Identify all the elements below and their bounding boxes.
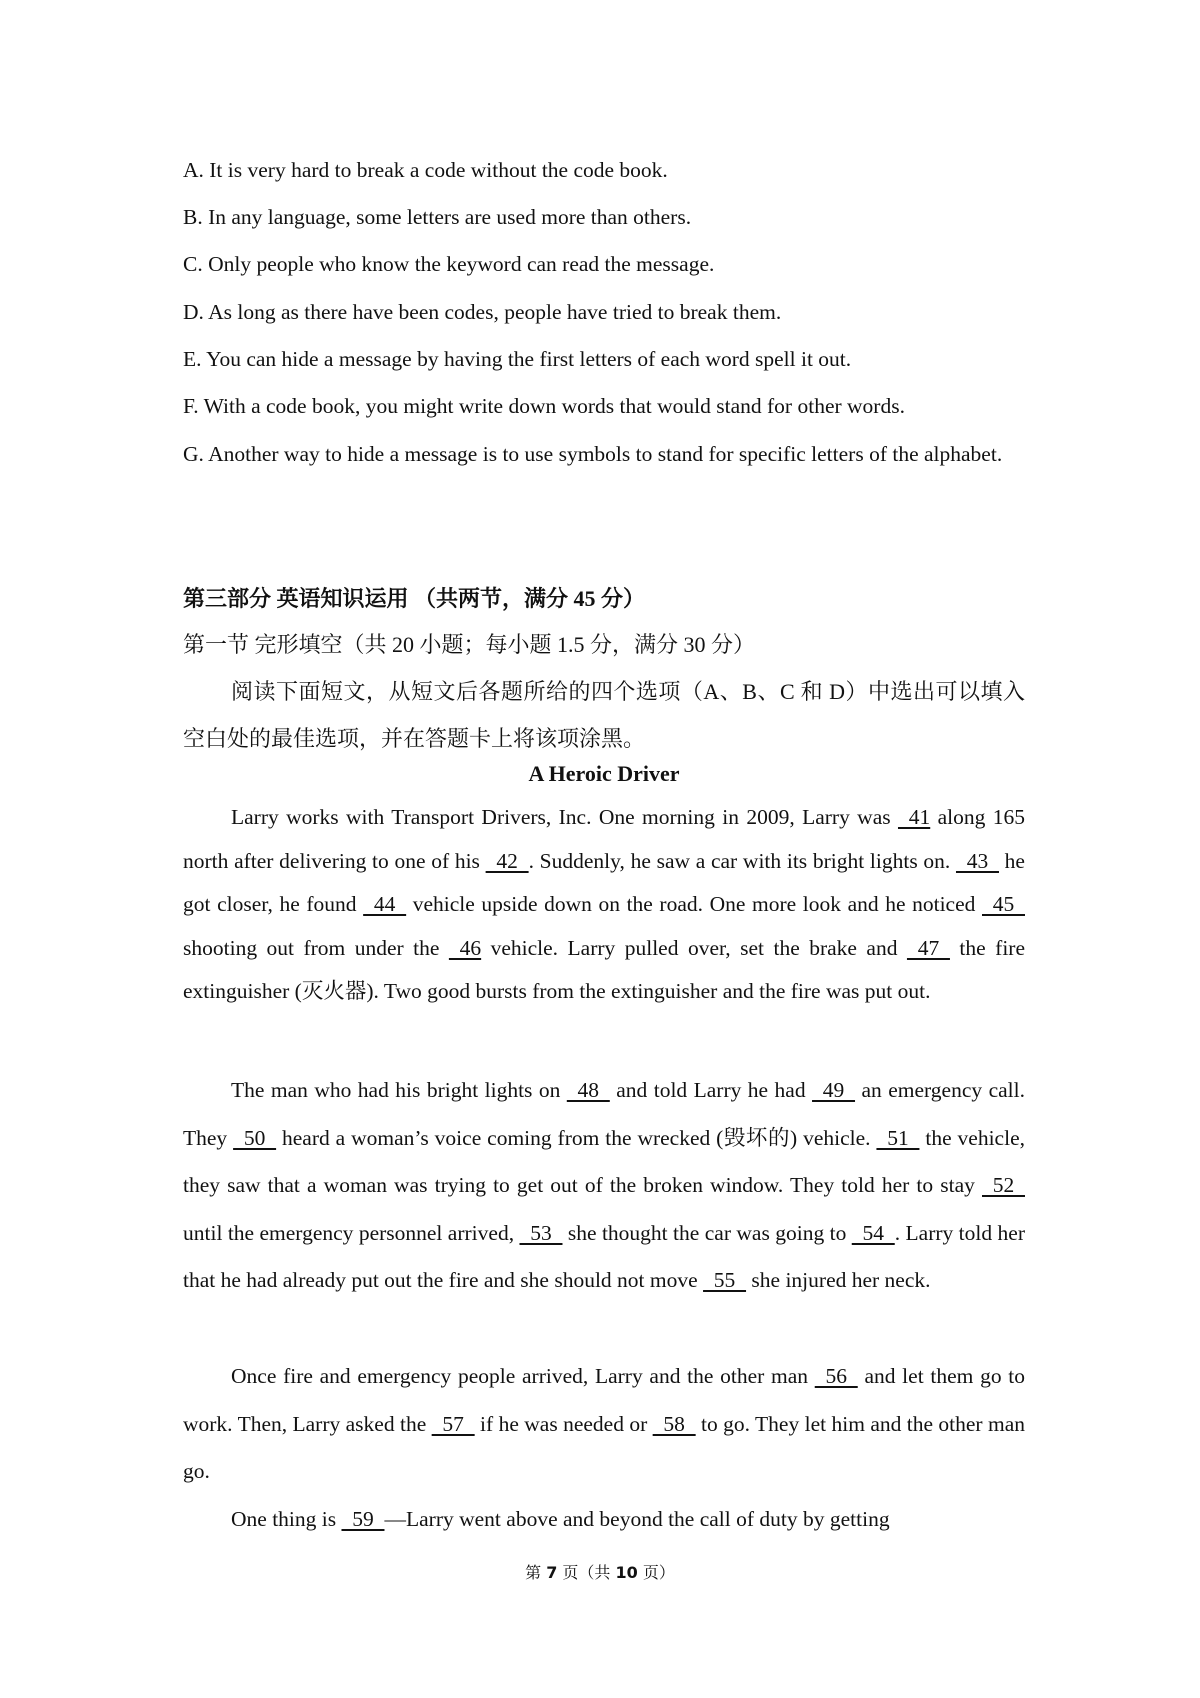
footer-text: 页） <box>637 1563 675 1582</box>
text: Once fire and emergency people arrived, Larry and the other man <box>231 1364 815 1388</box>
section-instruction: 阅读下面短文，从短文后各题所给的四个选项（A、B、C 和 D）中选出可以填入空白处的最佳选项，并在答题卡上将该项涂黑。 <box>183 679 1025 751</box>
blank-53: 53 <box>519 1220 563 1245</box>
blank-49: 49 <box>812 1078 856 1102</box>
text: along 165 north after delivering to one of his <box>183 805 1025 873</box>
text: she thought the car was going to <box>562 1220 852 1245</box>
text: heard a woman’s voice coming from the wrecked (毁坏的) vehicle. <box>276 1125 877 1150</box>
passage-paragraph-1 <box>183 796 1025 1014</box>
option-c: C. Only people who know the keyword can read the message. <box>183 252 715 276</box>
blank-52: 52 <box>982 1173 1025 1197</box>
text: until the emergency personnel arrived, <box>183 1220 520 1245</box>
blank-55: 55 <box>703 1268 747 1292</box>
page-number: 7 <box>546 1563 558 1582</box>
blank-57: 57 <box>431 1411 475 1436</box>
text: —Larry went above and beyond the call of duty by getting <box>384 1507 890 1531</box>
section-subheading: 第一节 完形填空（共 20 小题；每小题 1.5 分，满分 30 分） <box>183 632 756 657</box>
text: One thing is <box>231 1507 342 1531</box>
blank-48: 48 <box>566 1078 610 1102</box>
passage-paragraph-3 <box>183 1353 1025 1496</box>
text: vehicle. Larry pulled over, set the brake and <box>481 935 907 960</box>
total-pages: 10 <box>615 1563 638 1582</box>
blank-46: 46 <box>448 935 482 960</box>
blank-43: 43 <box>955 848 999 873</box>
option-e: E. You can hide a message by having the first letters of each word spell it out. <box>183 347 852 371</box>
text: the fire extinguisher (灭火器). Two good bursts from the extinguisher and the fire was put out. <box>183 935 1025 1003</box>
option-a: A. It is very hard to break a code without the code book. <box>183 158 668 182</box>
blank-44: 44 <box>363 892 407 916</box>
blank-45: 45 <box>982 892 1025 916</box>
text: Larry works with Transport Drivers, Inc. One morning in 2009, Larry was <box>231 805 898 829</box>
option-d: D. As long as there have been codes, people have tried to break them. <box>183 300 782 324</box>
option-f: F. With a code book, you might write down words that would stand for other words. <box>183 394 905 418</box>
text: . Suddenly, he saw a car with its bright lights on. <box>528 848 956 873</box>
text: shooting out from under the <box>183 935 449 960</box>
text: she injured her neck. <box>746 1268 931 1292</box>
blank-47: 47 <box>906 935 950 960</box>
text: he got closer, he found <box>183 848 1025 916</box>
text: . Larry told her that he had already put out the fire and she should not move <box>183 1220 1025 1292</box>
text: if he was needed or <box>474 1411 653 1436</box>
text: and told Larry he had <box>609 1078 813 1102</box>
text: the vehicle, they saw that a woman was trying to get out of the broken window. They told her to stay <box>183 1125 1025 1197</box>
text: and let them go to work. Then, Larry asked the <box>183 1364 1026 1436</box>
blank-50: 50 <box>233 1125 277 1150</box>
passage-paragraph-2 <box>183 1067 1025 1305</box>
passage-paragraph-4 <box>183 1496 1025 1544</box>
footer-text: 第 <box>525 1563 547 1582</box>
option-b: B. In any language, some letters are used more than others. <box>183 205 692 229</box>
page-footer <box>0 1560 1200 1583</box>
blank-41: 41 <box>897 805 931 829</box>
blank-42: 42 <box>485 848 529 873</box>
blank-56: 56 <box>814 1364 858 1388</box>
blank-59: 59 <box>341 1507 385 1531</box>
text: The man who had his bright lights on <box>231 1078 567 1102</box>
text: vehicle upside down on the road. One more look and he noticed <box>406 892 982 916</box>
text: an emergency call. They <box>183 1078 1025 1150</box>
option-g: G. Another way to hide a message is to use symbols to stand for specific letters of the alphabet. <box>183 442 1003 466</box>
blank-51: 51 <box>876 1125 920 1150</box>
section-heading: 第三部分 英语知识运用 （共两节，满分 45 分） <box>183 586 646 611</box>
blank-54: 54 <box>851 1220 895 1245</box>
passage-title: A Heroic Driver <box>528 761 680 786</box>
footer-text: 页（共 <box>557 1563 616 1582</box>
blank-58: 58 <box>652 1411 696 1436</box>
text: to go. They let him and the other man go. <box>183 1411 1026 1483</box>
